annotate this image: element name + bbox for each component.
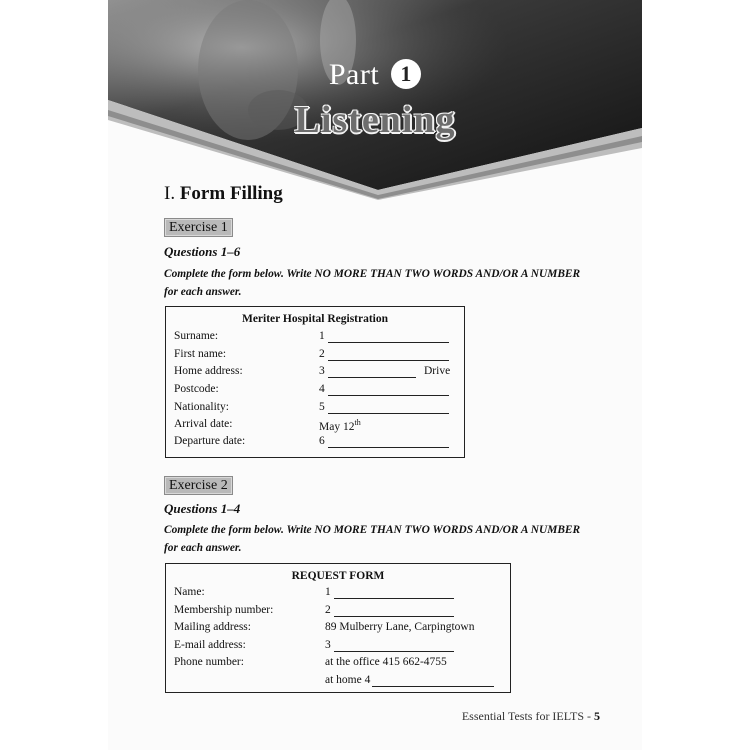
form-row <box>166 639 510 656</box>
form-row <box>166 401 464 418</box>
part-subtitle: Listening <box>294 99 456 141</box>
office-phone-value: at the office 415 662-4755 <box>325 656 447 668</box>
question-number: 4 <box>319 383 325 395</box>
exercise-1-instruction <box>164 265 614 301</box>
mailing-address-value: 89 Mulberry Lane, Carpingtown <box>325 621 475 633</box>
exercise-2-instruction-line2: for each answer. <box>164 542 242 554</box>
membership-number-answer-blank[interactable] <box>334 616 454 617</box>
departure-date-label: Departure date: <box>174 435 246 447</box>
footer-page-number: 5 <box>594 709 600 723</box>
form-row <box>166 348 464 365</box>
exercise-2-badge: Exercise 2 <box>164 476 233 495</box>
form-row <box>166 674 510 691</box>
form-row <box>166 330 464 347</box>
home-address-answer-blank[interactable] <box>328 377 416 378</box>
exercise-2-instruction-line1: Complete the form below. Write NO MORE THAN TWO WORDS AND/OR A NUMBER <box>164 524 581 536</box>
exercise-1-questions: Questions 1–6 <box>164 244 241 259</box>
form-row <box>166 604 510 621</box>
exercise-1-badge: Exercise 1 <box>164 218 233 237</box>
first-name-answer-blank[interactable] <box>328 360 449 361</box>
email-address-label: E-mail address: <box>174 639 246 651</box>
form-row <box>166 435 464 452</box>
mailing-address-label: Mailing address: <box>174 621 251 633</box>
registration-form <box>165 306 465 458</box>
exercise-2-instruction <box>164 521 614 557</box>
form-row <box>166 621 510 638</box>
question-number: 3 <box>319 365 325 377</box>
question-number: 3 <box>325 639 331 651</box>
form-row <box>166 586 510 603</box>
surname-label: Surname: <box>174 330 219 342</box>
form-row <box>166 656 510 673</box>
request-form <box>165 563 511 693</box>
section-heading <box>164 183 283 205</box>
part-number-circle: 1 <box>391 59 421 89</box>
departure-date-answer-blank[interactable] <box>328 447 449 448</box>
home-phone-answer-blank[interactable] <box>372 686 494 687</box>
first-name-label: First name: <box>174 348 227 360</box>
question-number: 1 <box>325 586 331 598</box>
arrival-date-text: May 12 <box>319 420 355 433</box>
name-label: Name: <box>174 586 205 598</box>
section-title: Form Filling <box>179 183 283 204</box>
question-number: 2 <box>325 604 331 616</box>
section-roman: I. <box>164 183 176 204</box>
question-number: 1 <box>319 330 325 342</box>
exercise-1-instruction-line1: Complete the form below. Write NO MORE THAN TWO WORDS AND/OR A NUMBER <box>164 268 581 280</box>
nationality-label: Nationality: <box>174 401 229 413</box>
nationality-answer-blank[interactable] <box>328 413 449 414</box>
footer-book-title: Essential Tests for IELTS - <box>461 709 591 723</box>
arrival-date-ordinal: th <box>354 418 361 427</box>
arrival-date-value <box>319 418 361 433</box>
question-number: 5 <box>319 401 325 413</box>
book-page <box>108 0 642 750</box>
arrival-date-label: Arrival date: <box>174 418 233 430</box>
form-row <box>166 365 464 382</box>
registration-form-title: Meriter Hospital Registration <box>241 313 389 325</box>
form-row <box>166 383 464 400</box>
home-address-suffix: Drive <box>424 365 451 377</box>
request-form-title: REQUEST FORM <box>291 570 385 582</box>
question-number: 6 <box>319 435 325 447</box>
exercise-2-questions: Questions 1–4 <box>164 501 241 516</box>
form-row <box>166 418 464 435</box>
home-phone-prefix: at home 4 <box>325 674 371 686</box>
name-answer-blank[interactable] <box>334 598 454 599</box>
part-title <box>108 58 642 92</box>
part-word: Part <box>328 58 380 91</box>
postcode-answer-blank[interactable] <box>328 395 449 396</box>
question-number: 2 <box>319 348 325 360</box>
postcode-label: Postcode: <box>174 383 219 395</box>
email-address-answer-blank[interactable] <box>334 651 454 652</box>
surname-answer-blank[interactable] <box>328 342 449 343</box>
home-address-label: Home address: <box>174 365 243 377</box>
phone-number-label: Phone number: <box>174 656 244 668</box>
exercise-1-instruction-line2: for each answer. <box>164 286 242 298</box>
page-footer <box>462 709 600 724</box>
membership-number-label: Membership number: <box>174 604 274 616</box>
